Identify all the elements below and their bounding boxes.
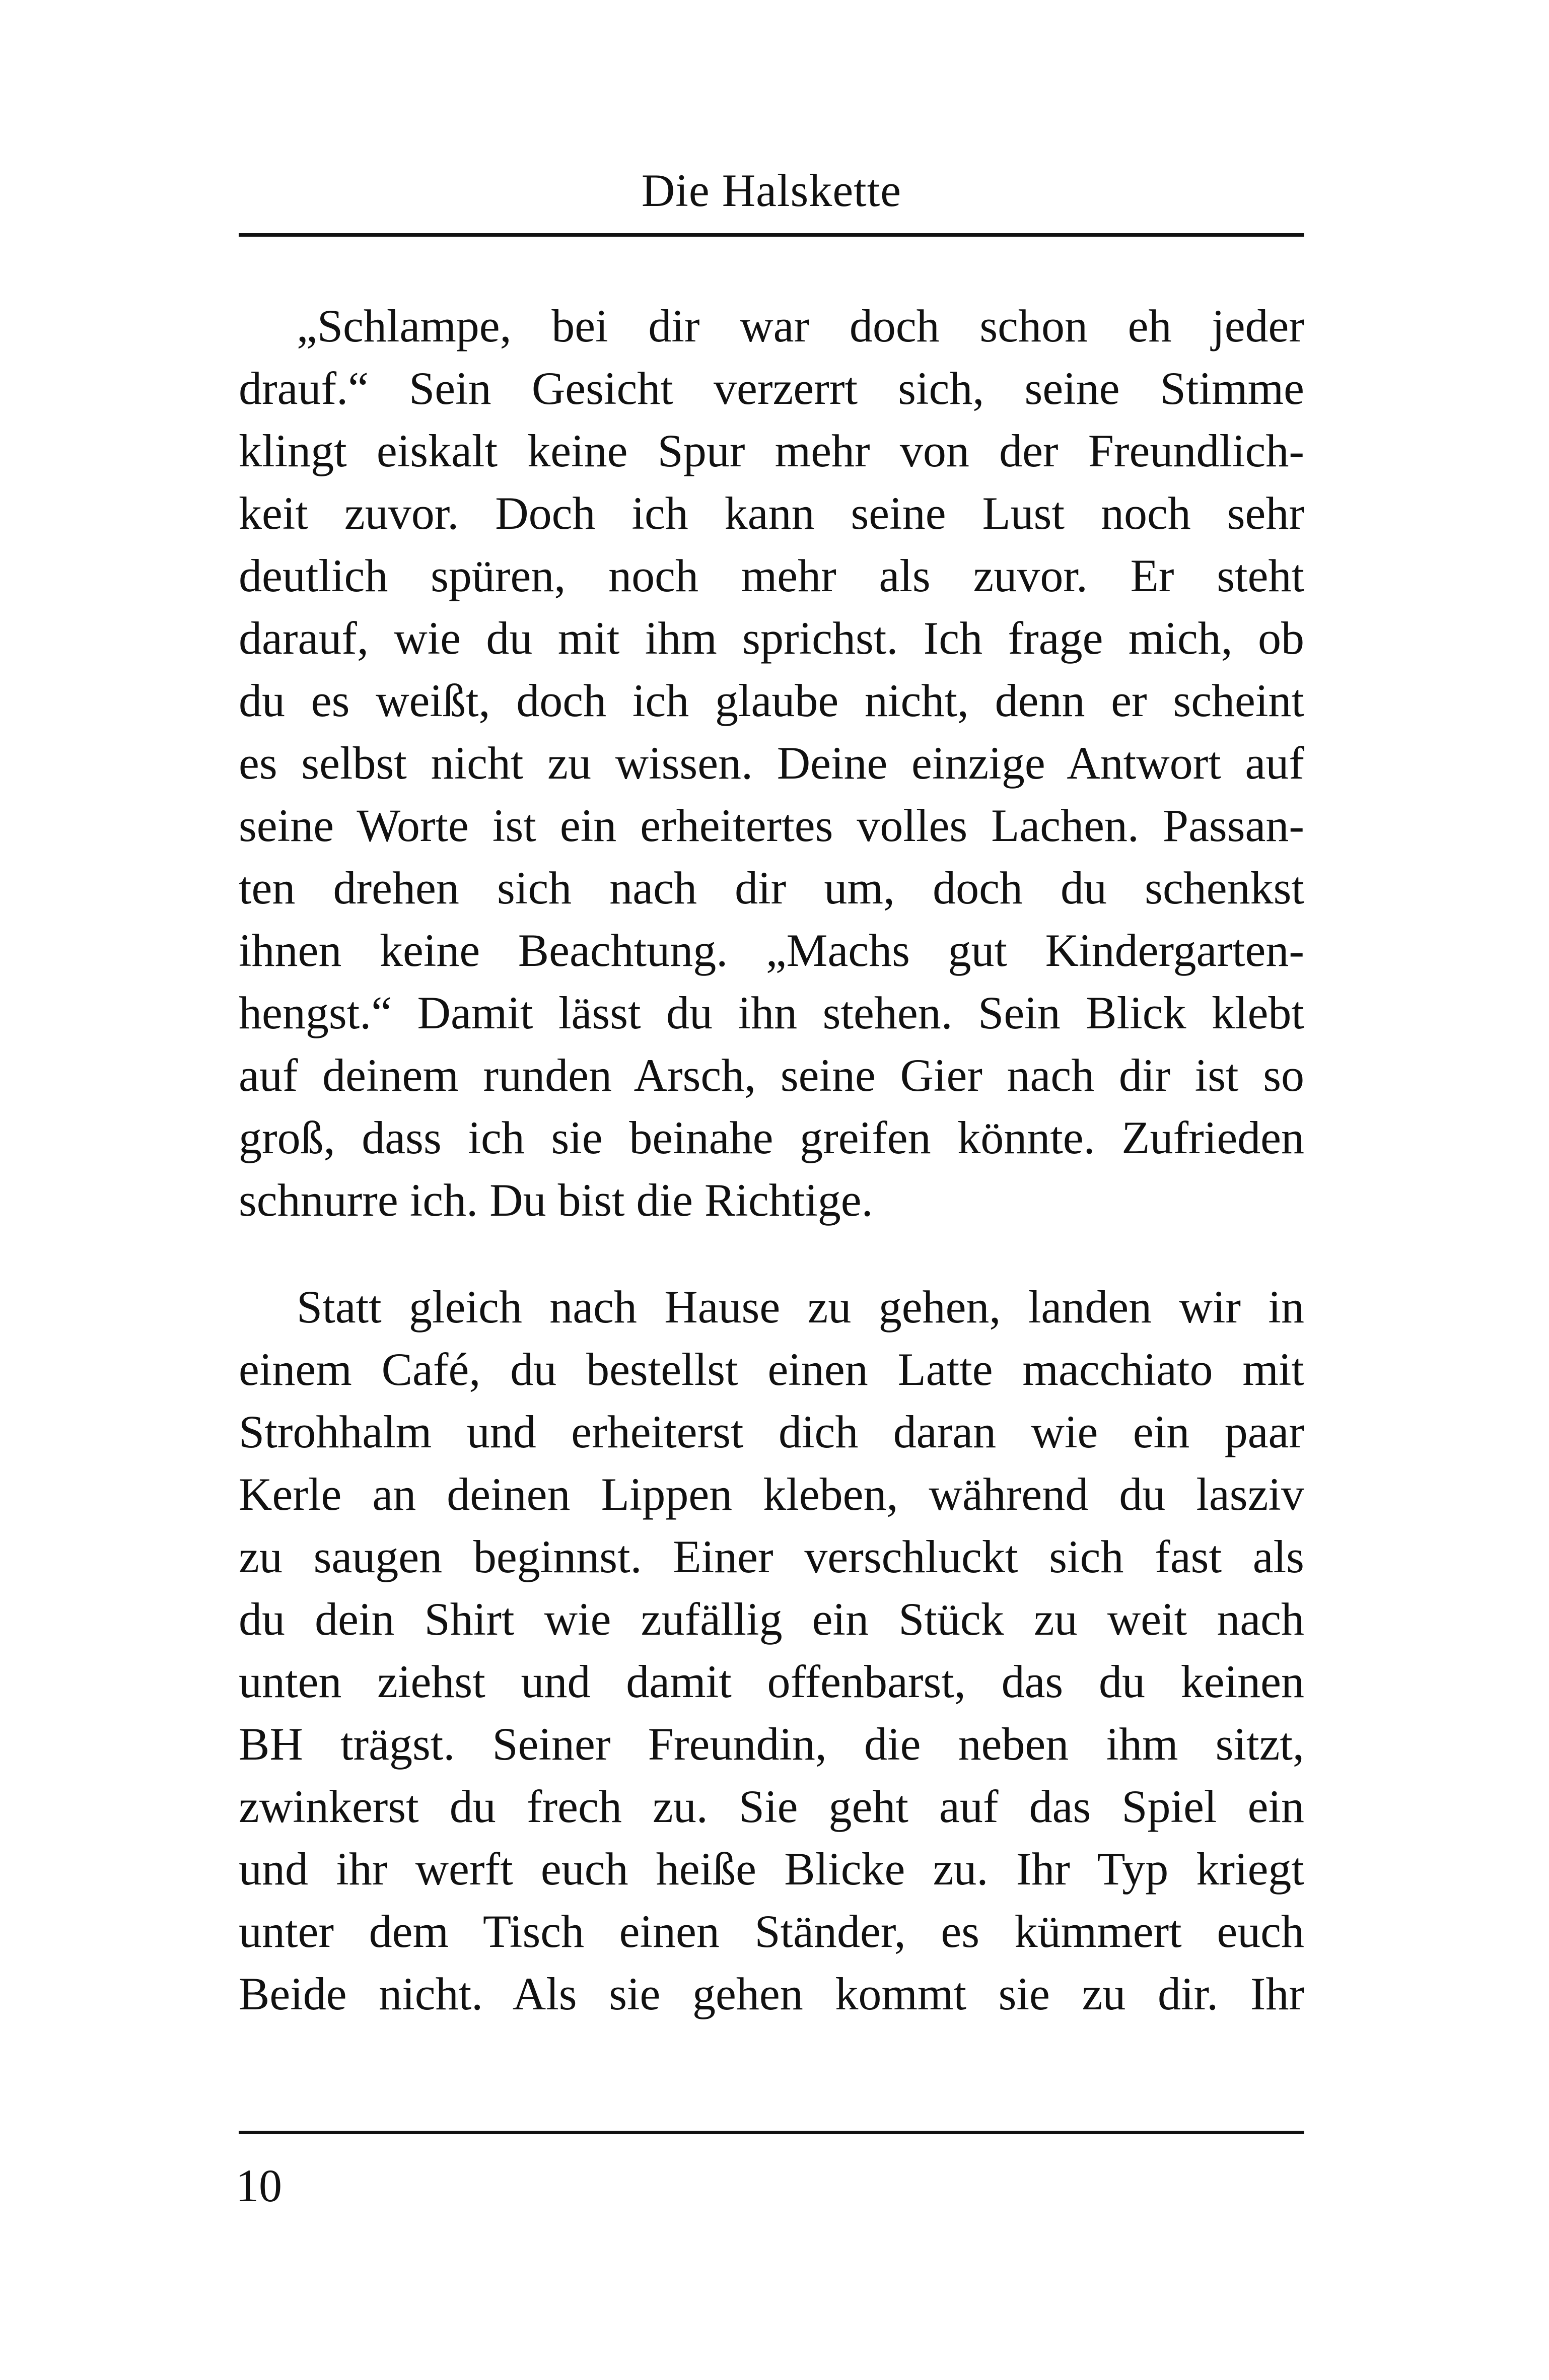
text-line: seine Worte ist ein erheitertes volles Lachen. Passan- [239, 800, 1304, 851]
text-line: du es weißt, doch ich glaube nicht, denn er scheint [239, 675, 1304, 726]
paragraph-gap [239, 1231, 1304, 1276]
text-line: unter dem Tisch einen Ständer, es kümmert euch [239, 1906, 1304, 1957]
text-line: Beide nicht. Als sie gehen kommt sie zu dir. Ihr [239, 1968, 1304, 2019]
text-line: keit zuvor. Doch ich kann seine Lust noch sehr [239, 487, 1304, 539]
footer-rule [239, 2131, 1304, 2134]
text-line: ten drehen sich nach dir um, doch du schenkst [239, 862, 1304, 914]
paragraph [239, 295, 1304, 1231]
text-line: schnurre ich. Du bist die Richtige. [239, 1174, 873, 1226]
text-line: auf deinem runden Arsch, seine Gier nach dir ist so [239, 1049, 1304, 1101]
text-line: „Schlampe, bei dir war doch schon eh jeder [297, 300, 1304, 352]
text-line: es selbst nicht zu wissen. Deine einzige Antwort auf [239, 737, 1304, 789]
text-line: darauf, wie du mit ihm sprichst. Ich frage mich, ob [239, 612, 1304, 664]
body-text [239, 295, 1304, 2025]
text-line: BH trägst. Seiner Freundin, die neben ihm sitzt, [239, 1718, 1304, 1770]
text-line: deutlich spüren, noch mehr als zuvor. Er steht [239, 550, 1304, 601]
text-line: einem Café, du bestellst einen Latte macchiato mit [239, 1344, 1304, 1395]
text-line: zu saugen beginnst. Einer verschluckt sich fast als [239, 1531, 1304, 1582]
text-line: hengst.“ Damit lässt du ihn stehen. Sein Blick klebt [239, 987, 1304, 1038]
text-line: Strohhalm und erheiterst dich daran wie ein paar [239, 1406, 1304, 1457]
running-header-title: Die Halskette [641, 165, 902, 216]
text-line: unten ziehst und damit offenbarst, das du keinen [239, 1656, 1304, 1707]
text-line: Kerle an deinen Lippen kleben, während du lasziv [239, 1468, 1304, 1520]
page-number: 10 [236, 2160, 282, 2211]
paragraph [239, 1276, 1304, 2025]
text-line: drauf.“ Sein Gesicht verzerrt sich, seine Stimme [239, 363, 1304, 414]
text-line: du dein Shirt wie zufällig ein Stück zu weit nach [239, 1593, 1304, 1645]
text-line: groß, dass ich sie beinahe greifen könnte. Zufrieden [239, 1112, 1304, 1163]
text-line: klingt eiskalt keine Spur mehr von der Freundlich- [239, 425, 1304, 476]
text-line: ihnen keine Beachtung. „Machs gut Kindergarten- [239, 925, 1304, 976]
text-line: und ihr werft euch heiße Blicke zu. Ihr Typ kriegt [239, 1843, 1304, 1895]
header-rule [239, 233, 1304, 237]
text-line: zwinkerst du frech zu. Sie geht auf das Spiel ein [239, 1781, 1304, 1832]
text-line: Statt gleich nach Hause zu gehen, landen wir in [297, 1281, 1304, 1333]
